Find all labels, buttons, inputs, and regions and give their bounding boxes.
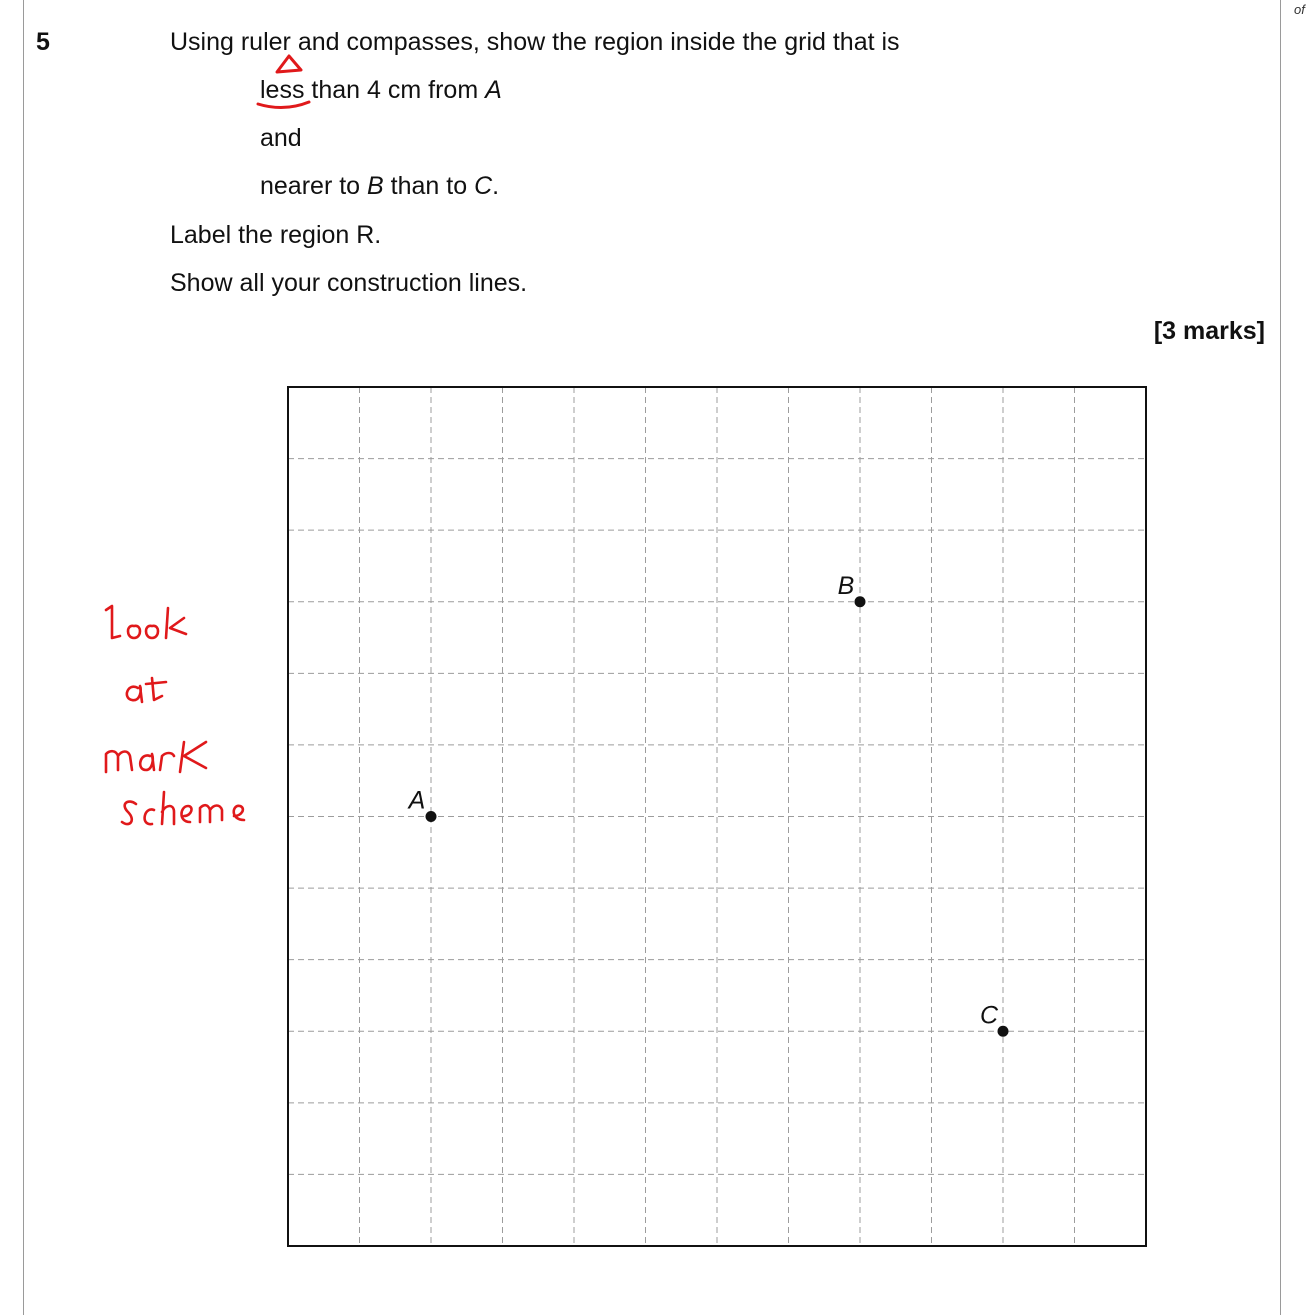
point-c-label: C xyxy=(979,1001,999,1030)
condition-nearer-pre: nearer to xyxy=(260,172,368,200)
label-instruction: Label the region R. xyxy=(170,221,382,249)
condition-nearer-end: . xyxy=(492,172,500,200)
marks-label: [3 marks] xyxy=(1153,317,1265,345)
handwritten-word-look xyxy=(106,606,186,638)
handwritten-word-at xyxy=(127,678,166,702)
condition-less-word: less xyxy=(260,76,305,104)
question-number: 5 xyxy=(36,28,50,56)
connector-and: and xyxy=(260,124,302,152)
condition-distance-text: than 4 cm from xyxy=(304,76,486,104)
condition-point-c: C xyxy=(474,172,493,200)
point-b-dot xyxy=(855,596,866,607)
handwritten-word-mark xyxy=(106,742,206,772)
corner-text: of xyxy=(1294,2,1305,17)
construction-instruction: Show all your construction lines. xyxy=(170,269,528,297)
point-a-dot xyxy=(426,811,437,822)
question-intro: Using ruler and compasses, show the region inside the grid that is xyxy=(170,28,900,56)
handwritten-word-scheme xyxy=(122,792,244,824)
grid-lines xyxy=(288,387,1146,1246)
point-a-label: A xyxy=(408,786,426,815)
condition-nearer-mid: than to xyxy=(383,172,475,200)
point-c-dot xyxy=(998,1026,1009,1037)
condition-point-b: B xyxy=(367,172,384,200)
handwritten-note xyxy=(90,600,270,860)
point-b-label: B xyxy=(837,571,855,600)
condition-point-a: A xyxy=(485,76,502,104)
grid-points xyxy=(407,572,1009,1037)
